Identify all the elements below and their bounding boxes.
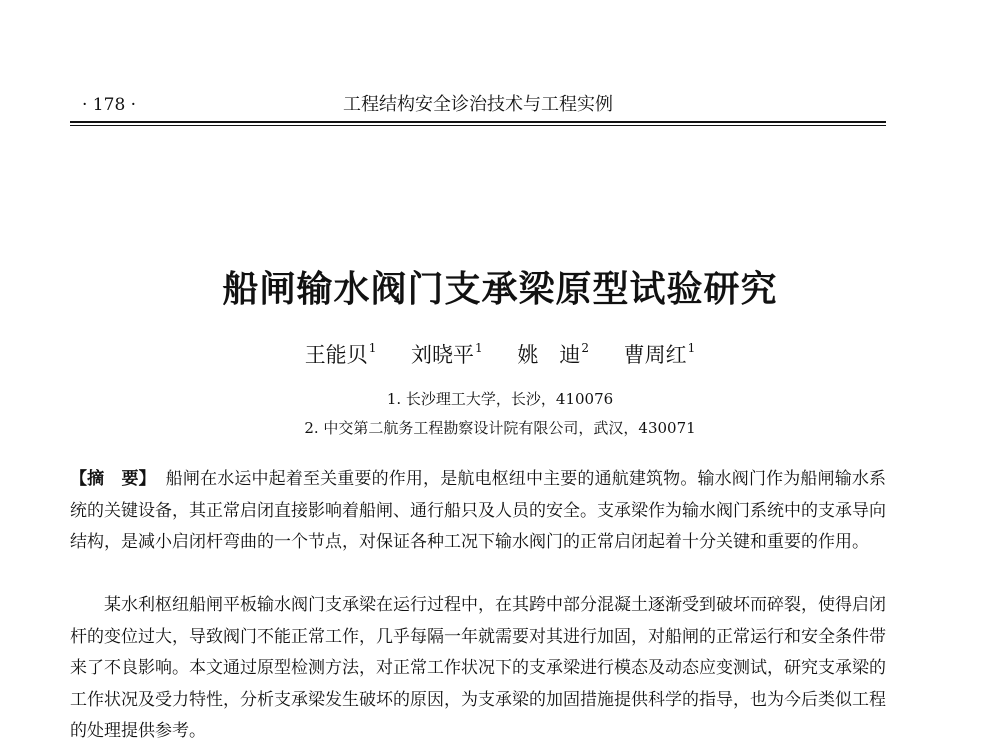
affiliation-2: 2. 中交第二航务工程勘察设计院有限公司，武汉，430071 <box>304 419 696 437</box>
header-rule-thin <box>70 125 886 126</box>
author-name: 姚 迪 <box>517 343 581 367</box>
abstract-text: 船闸在水运中起着至关重要的作用，是航电枢纽中主要的通航建筑物。输水阀门作为船闸输水系统的关键设备，其正常启闭直接影响着船闸、通行船只及人员的安全。支承梁作为输水阀门系统中的支承导向结构，是减小启闭杆弯曲的一个节点，对保证各种工况下输水阀门的正常启闭起着十分关键和重要的作用。 <box>70 469 887 552</box>
author-affiliation-mark: 1 <box>687 341 696 355</box>
abstract-paragraph <box>70 464 886 559</box>
author-affiliation-mark: 2 <box>581 341 589 355</box>
author-name: 曹周红 <box>623 343 687 367</box>
author-affiliation-mark: 1 <box>368 341 377 355</box>
page-header <box>70 93 886 117</box>
author-name: 王能贝 <box>304 343 368 367</box>
affiliation-1: 1. 长沙理工大学，长沙，410076 <box>386 390 614 408</box>
abstract-paragraph-2: 某水利枢纽船闸平板输水阀门支承梁在运行过程中，在其跨中部分混凝土逐渐受到破坏而碎裂，使得启闭杆的变位过大，导致阀门不能正常工作，几乎每隔一年就需要对其进行加固，对船闸的正常运行和安全条件带来了不良影响。本文通过原型检测方法，对正常工作状况下的支承梁进行模态及动态应变测试，研究支承梁的工作状况及受力特性，分析支承梁发生破坏的原因，为支承梁的加固措施提供科学的指导，也为今后类似工程的处理提供参考。 <box>70 595 886 741</box>
author <box>624 343 696 367</box>
author-affiliation-mark: 1 <box>475 341 483 355</box>
author <box>411 343 483 367</box>
header-rule-thick <box>70 121 886 123</box>
article-title: 船闸输水阀门支承梁原型试验研究 <box>222 268 778 310</box>
author <box>517 343 589 367</box>
page-number: · 178 · <box>82 95 137 115</box>
abstract-label: 【摘 要】 <box>70 469 156 489</box>
author-list <box>0 333 1000 370</box>
author-name: 刘晓平 <box>411 343 475 367</box>
running-title: 工程结构安全诊治技术与工程实例 <box>343 94 613 115</box>
author <box>305 343 377 367</box>
